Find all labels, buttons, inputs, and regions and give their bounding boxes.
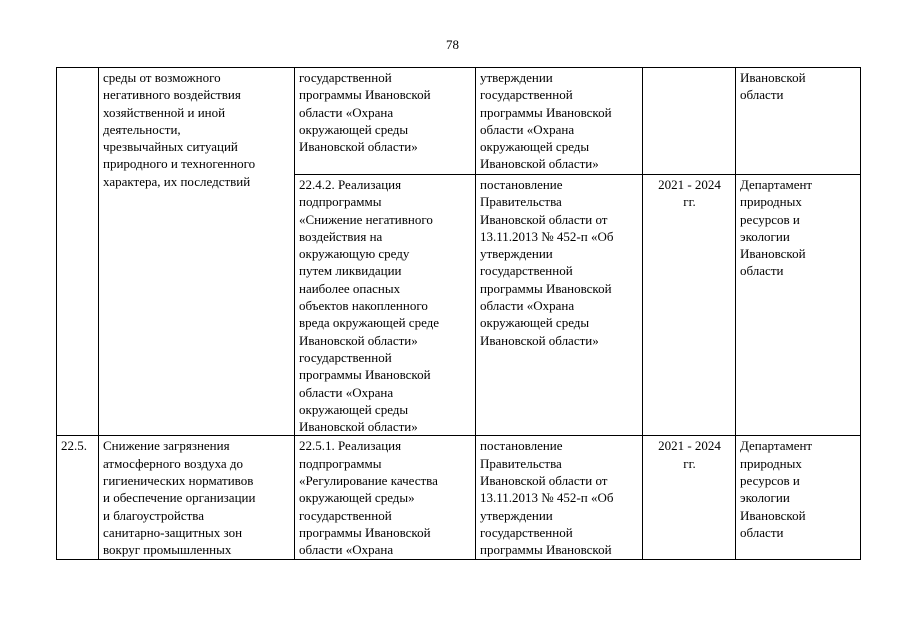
period-cell: 2021 - 2024 гг. bbox=[643, 436, 736, 559]
period-cell: 2021 - 2024 гг. bbox=[643, 175, 736, 436]
executor-cell: Департамент природных ресурсов и экологии Ивановской области bbox=[736, 436, 861, 559]
measure-cell: 22.5.1. Реализация подпрограммы «Регулирование качества окружающей среды» государственной программы Ивановской области «Охрана bbox=[295, 436, 476, 559]
document-cell: постановление Правительства Ивановской области от 13.11.2013 № 452-п «Об утверждении государственной программы Ивановской bbox=[476, 436, 643, 559]
table-row bbox=[57, 436, 861, 559]
measure-cell: 22.4.2. Реализация подпрограммы «Снижение негативного воздействия на окружающую среду путем ликвидации наиболее опасных объектов накопленного вреда окружающей среде Ивановской области» государственной программы Ивановской области «Охрана окружающей среды Ивановской области» bbox=[295, 175, 476, 436]
task-cell: Снижение загрязнения атмосферного воздуха до гигиенических нормативов и обеспечение организации и благоустройства санитарно-защитных зон вокруг промышленных bbox=[99, 436, 295, 559]
measures-table bbox=[56, 67, 861, 560]
executor-cell: Ивановской области bbox=[736, 68, 861, 175]
task-cell: среды от возможного негативного воздействия хозяйственной и иной деятельности, чрезвычайных ситуаций природного и техногенного характера, их последствий bbox=[99, 68, 295, 436]
row-number-cell: 22.5. bbox=[57, 436, 99, 559]
executor-cell: Департамент природных ресурсов и экологии Ивановской области bbox=[736, 175, 861, 436]
table-row bbox=[57, 68, 861, 175]
measure-cell: государственной программы Ивановской области «Охрана окружающей среды Ивановской области» bbox=[295, 68, 476, 175]
page-number: 78 bbox=[446, 37, 459, 52]
row-number-cell bbox=[57, 68, 99, 436]
document-cell: постановление Правительства Ивановской области от 13.11.2013 № 452-п «Об утверждении государственной программы Ивановской области «Охрана окружающей среды Ивановской области» bbox=[476, 175, 643, 436]
period-cell bbox=[643, 68, 736, 175]
document-cell: утверждении государственной программы Ивановской области «Охрана окружающей среды Ивановской области» bbox=[476, 68, 643, 175]
